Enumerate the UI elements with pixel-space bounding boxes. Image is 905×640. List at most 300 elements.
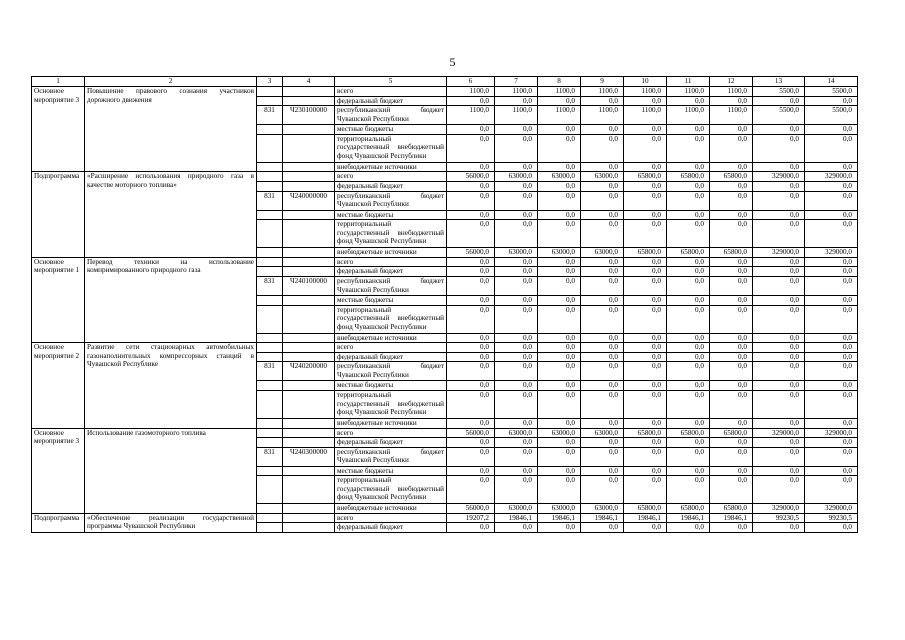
amount-cell: 65800,0 [624,504,667,514]
amount-cell: 0,0 [753,191,805,210]
amount-cell: 0,0 [710,476,753,504]
amount-cell: 0,0 [624,162,667,172]
amount-cell: 19207,2 [447,513,495,523]
target-code-cell [283,438,335,448]
row-title: Развитие сети стационарных автомобильных газонаполнительных компрессорных станций в Чувашской Республике [85,343,257,428]
funding-source: территориальный государственный внебюджетный фонд Чувашской Республики [335,134,447,162]
amount-cell: 0,0 [805,210,858,220]
amount-cell: 0,0 [581,181,624,191]
amount-cell: 0,0 [753,125,805,135]
amount-cell: 0,0 [447,210,495,220]
amount-cell: 0,0 [581,210,624,220]
amount-cell: 0,0 [624,343,667,353]
target-code-cell [283,352,335,362]
amount-cell: 0,0 [710,220,753,248]
row-kind: Основное мероприятие 2 [32,343,85,428]
amount-cell: 0,0 [667,305,710,333]
header-cell: 4 [283,77,335,87]
amount-cell: 0,0 [710,125,753,135]
amount-cell: 0,0 [753,362,805,381]
gr-code-cell [257,438,283,448]
amount-cell: 0,0 [538,191,581,210]
amount-cell: 0,0 [495,191,538,210]
amount-cell: 0,0 [538,418,581,428]
amount-cell: 0,0 [447,125,495,135]
amount-cell: 19846,1 [624,513,667,523]
amount-cell: 65800,0 [624,248,667,258]
amount-cell: 0,0 [581,523,624,533]
target-code-cell [283,134,335,162]
amount-cell: 0,0 [538,476,581,504]
amount-cell: 0,0 [710,523,753,533]
target-code-cell [283,466,335,476]
amount-cell: 56000,0 [447,172,495,182]
amount-cell: 0,0 [538,381,581,391]
funding-source: республиканский бюджет Чувашской Республики [335,447,447,466]
amount-cell: 329000,0 [805,172,858,182]
gr-code-cell [257,428,283,438]
amount-cell: 0,0 [495,220,538,248]
amount-cell: 0,0 [538,390,581,418]
amount-cell: 0,0 [753,162,805,172]
amount-cell: 0,0 [667,96,710,106]
amount-cell: 0,0 [538,447,581,466]
amount-cell: 0,0 [805,295,858,305]
amount-cell: 0,0 [581,466,624,476]
amount-cell: 0,0 [753,390,805,418]
amount-cell: 0,0 [581,257,624,267]
header-cell: 9 [581,77,624,87]
funding-source: местные бюджеты [335,125,447,135]
amount-cell: 0,0 [495,447,538,466]
amount-cell: 0,0 [581,125,624,135]
amount-cell: 0,0 [805,333,858,343]
amount-cell: 0,0 [710,181,753,191]
funding-source: федеральный бюджет [335,438,447,448]
amount-cell: 0,0 [753,276,805,295]
amount-cell: 0,0 [710,447,753,466]
amount-cell: 0,0 [805,466,858,476]
amount-cell: 0,0 [495,333,538,343]
amount-cell: 0,0 [753,305,805,333]
amount-cell: 329000,0 [753,248,805,258]
amount-cell: 0,0 [667,162,710,172]
amount-cell: 99230,5 [805,513,858,523]
amount-cell: 0,0 [495,96,538,106]
amount-cell: 0,0 [710,466,753,476]
amount-cell: 0,0 [447,220,495,248]
amount-cell: 0,0 [710,381,753,391]
amount-cell: 0,0 [753,181,805,191]
row-kind: Основное мероприятие 1 [32,257,85,342]
table-row [32,343,858,353]
gr-code-cell [257,172,283,182]
gr-code-cell: 831 [257,106,283,125]
amount-cell: 0,0 [447,181,495,191]
target-code-cell: Ч240300000 [283,447,335,466]
gr-code-cell [257,267,283,277]
amount-cell: 63000,0 [581,248,624,258]
amount-cell: 0,0 [667,418,710,428]
amount-cell: 0,0 [581,134,624,162]
row-title: «Обеспечение реализации государственной программы Чувашской Республики [85,513,257,532]
row-title: Использование газомоторного топлива [85,428,257,513]
amount-cell: 19846,1 [667,513,710,523]
amount-cell: 0,0 [753,96,805,106]
amount-cell: 1100,0 [710,106,753,125]
amount-cell: 0,0 [495,476,538,504]
gr-code-cell [257,96,283,106]
amount-cell: 329000,0 [805,504,858,514]
target-code-cell: Ч230100000 [283,106,335,125]
amount-cell: 0,0 [538,134,581,162]
funding-source: внебюджетные источники [335,248,447,258]
funding-source: местные бюджеты [335,381,447,391]
amount-cell: 0,0 [538,257,581,267]
amount-cell: 0,0 [495,125,538,135]
amount-cell: 0,0 [667,523,710,533]
amount-cell: 5500,0 [753,106,805,125]
target-code-cell [283,220,335,248]
amount-cell: 0,0 [447,418,495,428]
amount-cell: 0,0 [805,134,858,162]
amount-cell: 0,0 [447,476,495,504]
amount-cell: 0,0 [624,523,667,533]
gr-code-cell: 831 [257,362,283,381]
target-code-cell [283,210,335,220]
amount-cell: 0,0 [495,295,538,305]
gr-code-cell [257,134,283,162]
gr-code-cell: 831 [257,276,283,295]
amount-cell: 1100,0 [538,87,581,97]
amount-cell: 0,0 [495,352,538,362]
amount-cell: 0,0 [538,295,581,305]
amount-cell: 0,0 [447,257,495,267]
amount-cell: 0,0 [667,181,710,191]
target-code-cell: Ч240100000 [283,276,335,295]
funding-source: внебюджетные источники [335,504,447,514]
gr-code-cell [257,181,283,191]
row-title: Перевод техники на использование компримированного природного газа [85,257,257,342]
amount-cell: 329000,0 [753,428,805,438]
row-kind: Основное мероприятие 3 [32,87,85,172]
amount-cell: 1100,0 [624,106,667,125]
page-number: 5 [449,55,456,69]
amount-cell: 0,0 [538,267,581,277]
funding-source: федеральный бюджет [335,267,447,277]
amount-cell: 329000,0 [753,172,805,182]
amount-cell: 0,0 [710,343,753,353]
gr-code-cell [257,257,283,267]
amount-cell: 0,0 [581,276,624,295]
amount-cell: 329000,0 [753,504,805,514]
amount-cell: 0,0 [581,418,624,428]
amount-cell: 0,0 [581,362,624,381]
amount-cell: 0,0 [753,523,805,533]
amount-cell: 0,0 [805,343,858,353]
amount-cell: 65800,0 [667,428,710,438]
header-cell: 13 [753,77,805,87]
amount-cell: 65800,0 [667,504,710,514]
funding-source: республиканский бюджет Чувашской Республики [335,106,447,125]
amount-cell: 0,0 [447,523,495,533]
amount-cell: 5500,0 [753,87,805,97]
amount-cell: 0,0 [667,276,710,295]
target-code-cell [283,295,335,305]
gr-code-cell: 831 [257,191,283,210]
target-code-cell [283,87,335,97]
amount-cell: 0,0 [624,96,667,106]
header-row [32,77,858,87]
amount-cell: 63000,0 [538,428,581,438]
amount-cell: 1100,0 [538,106,581,125]
amount-cell: 0,0 [624,418,667,428]
amount-cell: 63000,0 [495,504,538,514]
amount-cell: 329000,0 [805,248,858,258]
header-cell: 12 [710,77,753,87]
amount-cell: 0,0 [495,381,538,391]
amount-cell: 0,0 [624,390,667,418]
row-kind: Подпрограмма [32,172,85,257]
amount-cell: 0,0 [805,276,858,295]
amount-cell: 0,0 [538,276,581,295]
amount-cell: 0,0 [710,210,753,220]
target-code-cell [283,418,335,428]
gr-code-cell [257,210,283,220]
amount-cell: 0,0 [667,343,710,353]
amount-cell: 0,0 [538,523,581,533]
header-cell: 1 [32,77,85,87]
target-code-cell: Ч240200000 [283,362,335,381]
amount-cell: 0,0 [495,438,538,448]
amount-cell: 0,0 [753,466,805,476]
amount-cell: 0,0 [710,191,753,210]
amount-cell: 0,0 [805,125,858,135]
header-cell: 8 [538,77,581,87]
amount-cell: 0,0 [624,134,667,162]
gr-code-cell [257,504,283,514]
target-code-cell [283,343,335,353]
amount-cell: 0,0 [447,333,495,343]
gr-code-cell [257,87,283,97]
gr-code-cell [257,305,283,333]
funding-source: всего [335,343,447,353]
amount-cell: 0,0 [667,295,710,305]
header-cell: 10 [624,77,667,87]
amount-cell: 0,0 [495,362,538,381]
amount-cell: 0,0 [581,447,624,466]
gr-code-cell [257,476,283,504]
amount-cell: 0,0 [624,333,667,343]
gr-code-cell [257,295,283,305]
amount-cell: 63000,0 [495,248,538,258]
amount-cell: 0,0 [805,447,858,466]
target-code-cell [283,333,335,343]
amount-cell: 0,0 [538,181,581,191]
amount-cell: 0,0 [624,257,667,267]
target-code-cell [283,267,335,277]
funding-source: территориальный государственный внебюджетный фонд Чувашской Республики [335,476,447,504]
amount-cell: 0,0 [710,333,753,343]
amount-cell: 0,0 [805,257,858,267]
amount-cell: 0,0 [753,447,805,466]
amount-cell: 63000,0 [581,428,624,438]
amount-cell: 0,0 [624,438,667,448]
amount-cell: 63000,0 [538,504,581,514]
header-cell: 14 [805,77,858,87]
amount-cell: 0,0 [624,476,667,504]
amount-cell: 0,0 [495,181,538,191]
gr-code-cell [257,352,283,362]
amount-cell: 65800,0 [710,428,753,438]
amount-cell: 0,0 [805,362,858,381]
amount-cell: 0,0 [624,181,667,191]
target-code-cell [283,257,335,267]
amount-cell: 19846,1 [581,513,624,523]
header-cell: 11 [667,77,710,87]
amount-cell: 0,0 [753,333,805,343]
amount-cell: 0,0 [495,267,538,277]
amount-cell: 0,0 [667,267,710,277]
amount-cell: 1100,0 [624,87,667,97]
amount-cell: 0,0 [667,390,710,418]
amount-cell: 1100,0 [581,87,624,97]
amount-cell: 0,0 [447,96,495,106]
amount-cell: 63000,0 [495,428,538,438]
table-row [32,172,858,182]
row-kind: Основное мероприятие 3 [32,428,85,513]
target-code-cell [283,181,335,191]
amount-cell: 0,0 [667,438,710,448]
amount-cell: 0,0 [710,267,753,277]
amount-cell: 0,0 [753,220,805,248]
amount-cell: 0,0 [581,267,624,277]
target-code-cell [283,504,335,514]
amount-cell: 1100,0 [447,87,495,97]
amount-cell: 0,0 [667,134,710,162]
amount-cell: 0,0 [581,333,624,343]
amount-cell: 0,0 [753,257,805,267]
amount-cell: 0,0 [805,220,858,248]
amount-cell: 56000,0 [447,248,495,258]
amount-cell: 1100,0 [447,106,495,125]
funding-source: территориальный государственный внебюджетный фонд Чувашской Республики [335,220,447,248]
gr-code-cell [257,333,283,343]
amount-cell: 0,0 [538,438,581,448]
amount-cell: 0,0 [495,162,538,172]
amount-cell: 0,0 [667,257,710,267]
amount-cell: 0,0 [667,125,710,135]
amount-cell: 0,0 [710,162,753,172]
amount-cell: 0,0 [538,125,581,135]
amount-cell: 0,0 [495,390,538,418]
amount-cell: 0,0 [753,418,805,428]
amount-cell: 0,0 [581,305,624,333]
amount-cell: 0,0 [495,418,538,428]
funding-source: федеральный бюджет [335,96,447,106]
amount-cell: 0,0 [805,390,858,418]
funding-source: республиканский бюджет Чувашской Республики [335,276,447,295]
funding-source: внебюджетные источники [335,162,447,172]
target-code-cell [283,162,335,172]
amount-cell: 0,0 [753,381,805,391]
funding-source: всего [335,428,447,438]
header-cell: 5 [335,77,447,87]
amount-cell: 0,0 [538,220,581,248]
amount-cell: 63000,0 [581,172,624,182]
target-code-cell [283,305,335,333]
target-code-cell [283,476,335,504]
gr-code-cell [257,125,283,135]
amount-cell: 0,0 [495,305,538,333]
amount-cell: 0,0 [447,295,495,305]
amount-cell: 0,0 [581,438,624,448]
gr-code-cell [257,466,283,476]
amount-cell: 0,0 [667,476,710,504]
amount-cell: 0,0 [447,447,495,466]
amount-cell: 0,0 [624,305,667,333]
gr-code-cell [257,343,283,353]
amount-cell: 0,0 [710,438,753,448]
amount-cell: 0,0 [624,381,667,391]
amount-cell: 0,0 [710,295,753,305]
amount-cell: 65800,0 [710,172,753,182]
amount-cell: 0,0 [447,267,495,277]
amount-cell: 0,0 [538,305,581,333]
funding-source: федеральный бюджет [335,181,447,191]
amount-cell: 0,0 [667,191,710,210]
amount-cell: 19846,1 [538,513,581,523]
funding-source: территориальный государственный внебюджетный фонд Чувашской Республики [335,390,447,418]
amount-cell: 0,0 [624,125,667,135]
amount-cell: 99230,5 [753,513,805,523]
amount-cell: 0,0 [624,191,667,210]
target-code-cell [283,96,335,106]
funding-source: федеральный бюджет [335,523,447,533]
table-row [32,87,858,97]
target-code-cell [283,390,335,418]
amount-cell: 0,0 [447,162,495,172]
amount-cell: 0,0 [805,267,858,277]
target-code-cell [283,248,335,258]
amount-cell: 5500,0 [805,106,858,125]
amount-cell: 0,0 [753,267,805,277]
amount-cell: 0,0 [538,162,581,172]
amount-cell: 0,0 [447,381,495,391]
amount-cell: 0,0 [495,523,538,533]
target-code-cell: Ч240000000 [283,191,335,210]
amount-cell: 0,0 [624,267,667,277]
target-code-cell [283,523,335,533]
budget-table [31,76,858,533]
amount-cell: 1100,0 [495,87,538,97]
funding-source: республиканский бюджет Чувашской Республики [335,191,447,210]
amount-cell: 0,0 [710,418,753,428]
amount-cell: 0,0 [710,257,753,267]
amount-cell: 0,0 [624,466,667,476]
amount-cell: 0,0 [495,134,538,162]
amount-cell: 0,0 [581,390,624,418]
amount-cell: 1100,0 [667,87,710,97]
table-row [32,257,858,267]
amount-cell: 0,0 [805,191,858,210]
row-title: «Расширение использования природного газа в качестве моторного топлива» [85,172,257,257]
amount-cell: 65800,0 [624,428,667,438]
table-row [32,428,858,438]
amount-cell: 0,0 [805,181,858,191]
amount-cell: 0,0 [581,476,624,504]
amount-cell: 63000,0 [495,172,538,182]
